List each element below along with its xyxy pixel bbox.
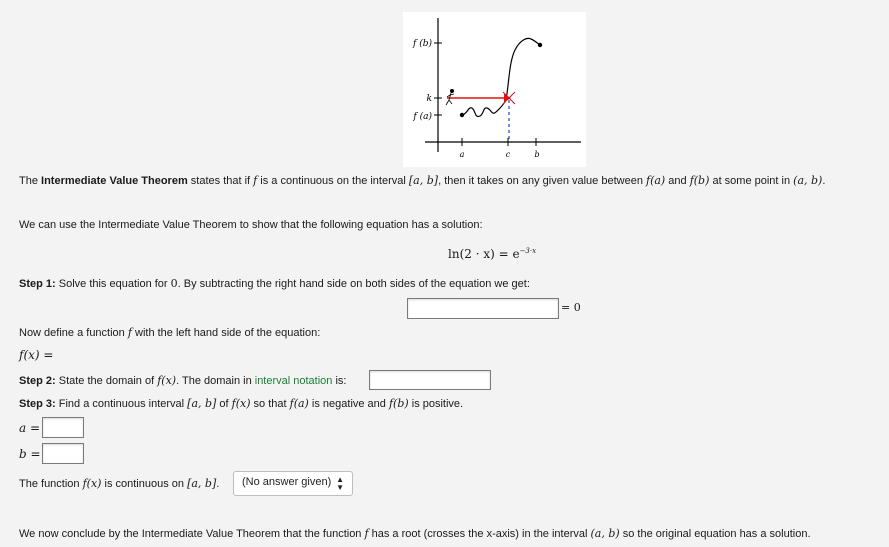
ivt-text1: states that if: [187, 175, 254, 187]
stick-figure-icon: [446, 89, 454, 105]
define-f: f: [127, 326, 132, 339]
step1-label: Step 1:: [19, 278, 56, 290]
red-arrow-head: [504, 94, 511, 102]
ivt-graph-svg: [403, 12, 586, 167]
step3-interval: [a, b]: [187, 397, 217, 410]
conclusion-text-c: so the original equation has a solution.: [619, 528, 811, 540]
step3-text: [19, 397, 463, 410]
conclusion-f: f: [364, 527, 369, 540]
a-input[interactable]: [42, 417, 84, 438]
step3-fb: f(b): [388, 397, 409, 410]
ivt-fa: f(a): [646, 174, 666, 187]
ivt-fb: f(b): [689, 174, 710, 187]
label-b: b: [534, 150, 540, 159]
conclusion-text-a: We now conclude by the Intermediate Value Theorem that the function: [19, 528, 365, 540]
label-c: c: [505, 150, 511, 159]
conclusion-text-b: has a root (crosses the x-axis) in the interval: [368, 528, 591, 540]
step3-text-d: is positive.: [408, 398, 464, 410]
step1-text: [19, 277, 530, 290]
a-equals-label: a =: [19, 421, 41, 435]
ivt-open-interval: (a, b): [793, 174, 823, 187]
intro-text: We can use the Intermediate Value Theorem to show that the following equation has a solution:: [19, 219, 483, 231]
ivt-text2: is a continuous on the interval: [257, 175, 409, 187]
step1-text-b: . By subtracting the right hand side on both sides of the equation we get:: [177, 278, 530, 290]
continuity-end: .: [216, 478, 220, 490]
step2-text-b: . The domain in: [176, 375, 255, 387]
conclusion-text: [19, 527, 811, 540]
b-input[interactable]: [42, 443, 84, 464]
label-k: k: [426, 94, 432, 104]
step2-text-a: State the domain of: [55, 375, 158, 387]
ivt-end: .: [822, 175, 826, 187]
continuity-fx: f(x): [82, 477, 102, 490]
continuity-text-a: The function: [19, 478, 83, 490]
step3-text-c: is negative and: [308, 398, 389, 410]
step3-text-a: Find a continuous interval: [55, 398, 188, 410]
equation-lhs: ln(2 · x) = e: [448, 247, 520, 261]
chevron-updown-icon: ▲ ▼: [336, 475, 344, 492]
ivt-prefix: The: [19, 175, 42, 187]
label-a: a: [459, 150, 465, 159]
label-fb: f (b): [413, 39, 432, 49]
fx-equals: f(x) =: [19, 348, 54, 362]
step2-text: [19, 374, 346, 387]
step3-of: of: [216, 398, 232, 410]
continuity-select-value: (No answer given): [242, 476, 332, 488]
ivt-statement: [19, 174, 825, 187]
b-equals-label: b =: [19, 447, 41, 461]
step3-text-b: so that: [250, 398, 290, 410]
step2-fx: f(x): [157, 374, 177, 387]
step1-zero: 0: [170, 277, 178, 290]
ivt-text4: at some point in: [709, 175, 794, 187]
step2-label: Step 2:: [19, 375, 56, 387]
continuity-text-b: is continuous on: [101, 478, 188, 490]
equation: [448, 247, 536, 261]
define-text-b: with the left hand side of the equation:: [131, 327, 321, 339]
step3-label: Step 3:: [19, 398, 56, 410]
ivt-term: Intermediate Value Theorem: [41, 175, 188, 187]
interval-notation-link[interactable]: interval notation: [254, 375, 333, 387]
conclusion-interval: (a, b): [590, 527, 620, 540]
function-curve: [462, 38, 540, 116]
define-text-a: Now define a function: [19, 327, 128, 339]
ivt-interval: [a, b]: [408, 174, 439, 187]
continuity-select[interactable]: [233, 471, 353, 496]
step3-fx: f(x): [231, 397, 251, 410]
ivt-f: f: [253, 174, 258, 187]
domain-input[interactable]: [369, 370, 491, 390]
point-b: [538, 43, 542, 47]
ivt-graph: [403, 12, 586, 167]
step3-fa: f(a): [289, 397, 309, 410]
point-a: [460, 113, 464, 117]
continuity-text: [19, 477, 219, 490]
label-fa: f (a): [413, 112, 432, 122]
step2-text-c: is:: [332, 375, 347, 387]
continuity-interval: [a, b]: [187, 477, 217, 490]
ivt-text3: , then it takes on any given value between: [438, 175, 646, 187]
equals-zero: = 0: [561, 301, 581, 314]
step1-answer-input[interactable]: [407, 298, 559, 319]
equation-exponent: −3·x: [519, 247, 537, 255]
step1-text-a: Solve this equation for: [55, 278, 171, 290]
define-function-text: [19, 326, 320, 339]
ivt-and: and: [665, 175, 690, 187]
